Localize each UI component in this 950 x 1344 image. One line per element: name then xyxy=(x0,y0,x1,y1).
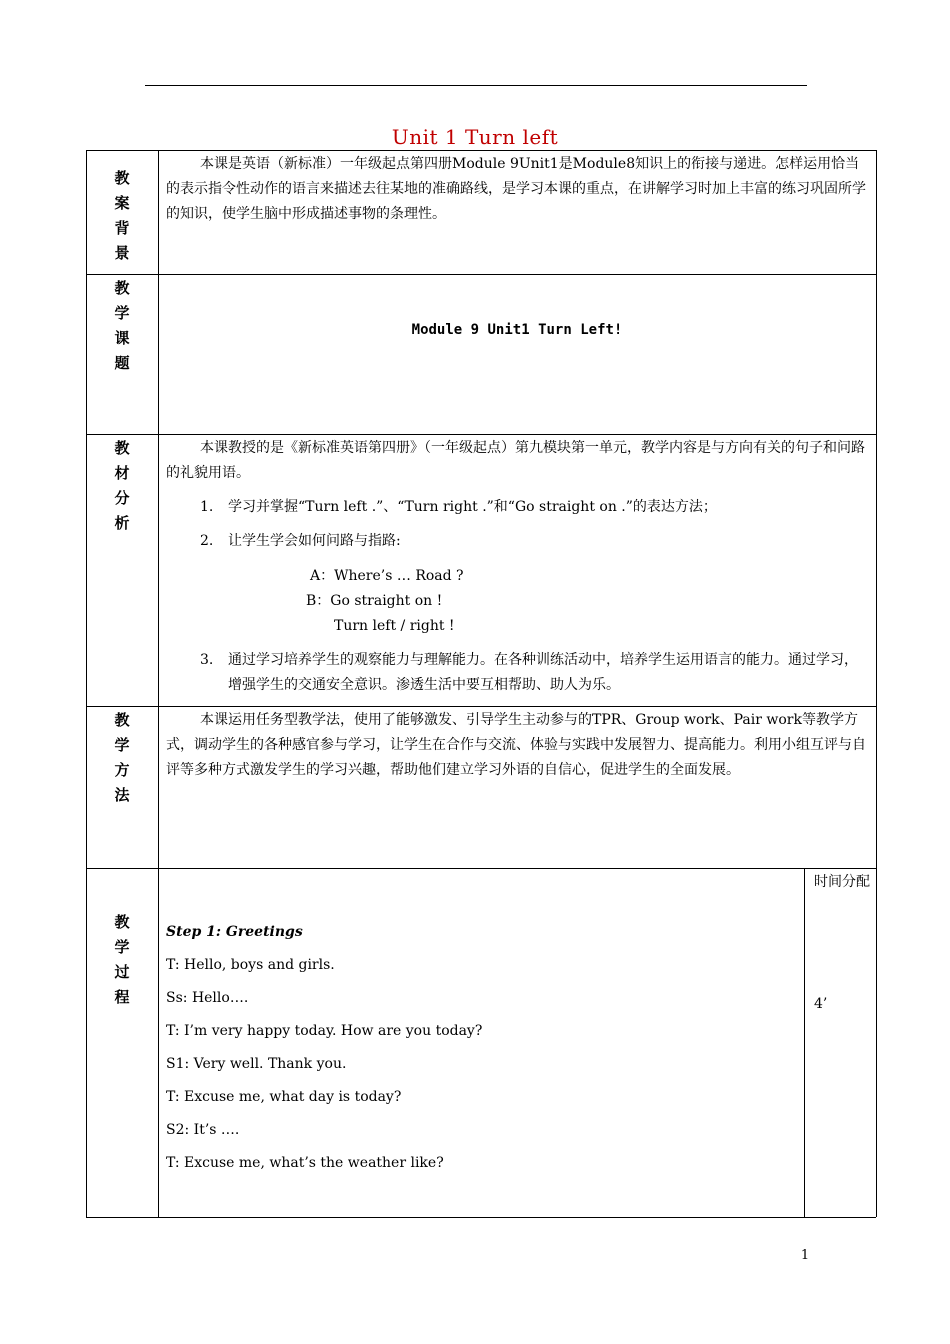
label-char: 过 xyxy=(114,963,130,981)
list-text: 通过学习培养学生的观察能力与理解能力。在各种训练活动中，培养学生运用语言的能力。通过学习，增强学生的交通安全意识。渗透生活中要互相帮助、助人为乐。 xyxy=(228,652,858,693)
label-char: 教 xyxy=(114,711,130,729)
topic-text: Module 9 Unit1 Turn Left! xyxy=(411,322,623,338)
row-divider xyxy=(86,868,876,869)
column-divider xyxy=(158,150,159,1217)
label-char: 方 xyxy=(114,761,130,779)
lesson-plan-table xyxy=(86,150,876,1217)
label-char: 分 xyxy=(114,489,130,507)
list-number: 2. xyxy=(200,533,214,549)
step-title: Step 1: Greetings xyxy=(166,924,303,940)
dialogue-line: T: Excuse me, what day is today? xyxy=(166,1089,402,1105)
time-allocation-header: 时间分配 xyxy=(814,874,870,890)
label-char: 材 xyxy=(114,464,130,482)
label-char: 教 xyxy=(114,279,130,297)
dialog-line-b2: Turn left / right ! xyxy=(334,618,455,634)
label-char: 学 xyxy=(114,304,130,322)
dialogue-line: S1: Very well. Thank you. xyxy=(166,1056,347,1072)
list-item xyxy=(200,648,868,698)
dialogue-line: T: Excuse me, what’s the weather like? xyxy=(166,1155,444,1171)
label-char: 景 xyxy=(114,244,130,262)
method-text: 本课运用任务型教学法，使用了能够激发、引导学生主动参与的TPR、Group work、Pair work等教学方式，调动学生的各种感官参与学习，让学生在合作与交流、体验与实践中发展智力、提高能力。利用小组互评与自评等多种方式激发学生的学习兴趣，帮助他们建立学习外语的自信心，促进学生的全面发展。 xyxy=(166,712,866,778)
dialog-line-a: A：Where’s … Road ? xyxy=(310,568,464,584)
list-number: 3. xyxy=(200,652,214,668)
label-char: 题 xyxy=(114,354,130,372)
label-char: 课 xyxy=(114,329,130,347)
dialogue-line: T: I’m very happy today. How are you today? xyxy=(166,1023,483,1039)
process-label xyxy=(86,910,158,1010)
table-border-bottom xyxy=(86,1217,876,1218)
label-char: 程 xyxy=(114,988,130,1006)
row-divider xyxy=(86,434,876,435)
time-column-divider xyxy=(804,868,805,1217)
background-text: 本课是英语（新标准）一年级起点第四册Module 9Unit1是Module8知识上的衔接与递进。怎样运用恰当的表示指令性动作的语言来描述去往某地的准确路线，是学习本课的重点，在讲解学习时加上丰富的练习巩固所学的知识，使学生脑中形成描述事物的条理性。 xyxy=(166,156,866,222)
label-char: 析 xyxy=(114,514,130,532)
dialogue-line: Ss: Hello…. xyxy=(166,990,249,1006)
list-text: 学习并掌握“Turn left .”、“Turn right .”和“Go straight on .”的表达方法； xyxy=(228,499,717,515)
table-border-right xyxy=(876,150,877,1217)
dialogue-line: T: Hello, boys and girls. xyxy=(166,957,335,973)
label-char: 案 xyxy=(114,194,130,212)
label-char: 法 xyxy=(114,786,130,804)
background-label xyxy=(86,166,158,266)
dialogue-line: S2: It’s …. xyxy=(166,1122,240,1138)
label-char: 教 xyxy=(114,169,130,187)
dialog-line-b: B：Go straight on ! xyxy=(306,593,443,609)
time-allocation-value: 4’ xyxy=(814,996,828,1012)
topic-label xyxy=(86,276,158,376)
analysis-intro: 本课教授的是《新标准英语第四册》（一年级起点）第九模块第一单元，教学内容是与方向有关的句子和问路的礼貌用语。 xyxy=(166,440,865,481)
label-char: 学 xyxy=(114,736,130,754)
label-char: 学 xyxy=(114,938,130,956)
row-divider xyxy=(86,706,876,707)
label-char: 教 xyxy=(114,913,130,931)
list-text: 让学生学会如何问路与指路: xyxy=(228,533,401,549)
page-title: Unit 1 Turn left xyxy=(391,125,559,149)
list-number: 1. xyxy=(200,499,214,515)
label-char: 教 xyxy=(114,439,130,457)
row-divider xyxy=(86,274,876,275)
page-number: 1 xyxy=(800,1248,810,1263)
table-border-top xyxy=(86,150,876,151)
header-rule xyxy=(145,85,807,86)
list-item xyxy=(200,495,868,520)
analysis-label xyxy=(86,436,158,536)
method-label xyxy=(86,708,158,808)
list-item xyxy=(200,529,868,554)
label-char: 背 xyxy=(114,219,130,237)
